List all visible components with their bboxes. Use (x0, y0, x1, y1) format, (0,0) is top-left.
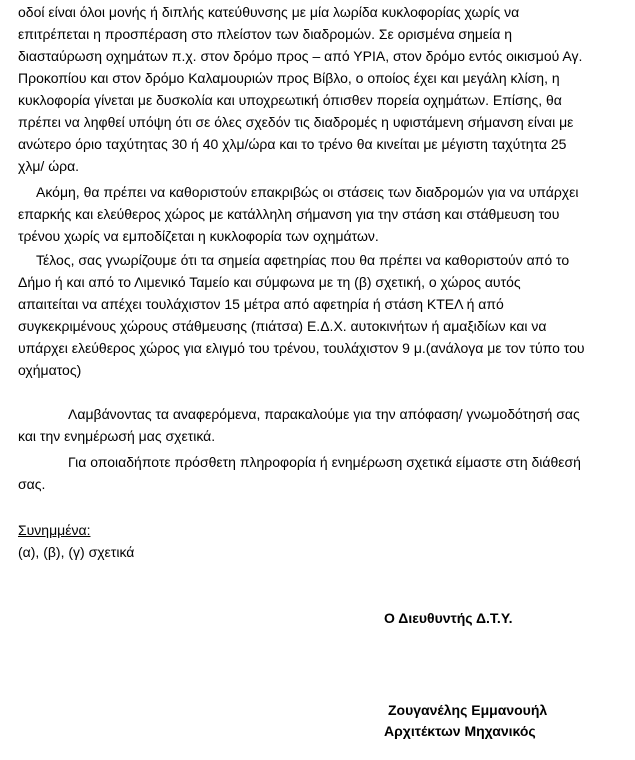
body-text-line: επιτρέπεται η προσπέραση στο πλείστον των διαδρομών. Σε ορισμένα σημεία η (18, 26, 513, 42)
body-text-line: οδοί είναι όλοι μονής ή διπλής κατεύθυνσης με μία λωρίδα κυκλοφορίας χωρίς να (18, 4, 520, 20)
body-text-line: και την ενημέρωσή μας σχετικά. (18, 428, 216, 444)
body-text-line: οχήματος) (18, 362, 82, 378)
body-text-line: χλμ/ ώρα. (18, 158, 80, 174)
body-text-line: Τέλος, σας γνωρίζουμε ότι τα σημεία αφετηρίας που θα πρέπει να καθοριστούν από το (36, 252, 570, 268)
body-text-line: τρένου χωρίς να εμποδίζεται η κυκλοφορία των οχημάτων. (18, 228, 379, 244)
body-text-line: κυκλοφορία γίνεται με δυσκολία και υποχρεωτική όπισθεν πορεία οχημάτων. Επίσης, θα (18, 92, 562, 108)
signatory-name: Ζουγανέλης Εμμανουήλ (388, 702, 548, 718)
body-text-line: διασταύρωση οχημάτων π.χ. στον δρόμο προς – από ΥΡΙΑ, στον δρόμο εντός οικισμού Αγ. (18, 48, 583, 64)
body-text-line: ανώτερο όριο ταχύτητας 30 ή 40 χλμ/ώρα και το τρένο θα κινείται με μέγιστη ταχύτητα 25 (18, 136, 567, 152)
attachments-heading: Συνημμένα: (18, 522, 91, 538)
signatory-title: Αρχιτέκτων Μηχανικός (384, 723, 536, 739)
body-text-line: υπάρχει ελεύθερος χώρος για ελιγμό του τρένου, τουλάχιστον 9 μ.(ανάλογα με τον τύπο του (18, 340, 585, 356)
body-text-line: πρέπει να ληφθεί υπόψη ότι σε όλες σχεδόν τις διαδρομές η υφιστάμενη σήμανση είναι με (18, 114, 574, 130)
body-text-line: Για οποιαδήποτε πρόσθετη πληροφορία ή ενημέρωση σχετικά είμαστε στη διάθεσή (68, 454, 581, 470)
body-text-line: Ακόμη, θα πρέπει να καθοριστούν επακριβώς οι στάσεις των διαδρομών για να υπάρχει (36, 184, 579, 200)
body-text-line: Δήμο ή και από το Λιμενικό Ταμείο και σύμφωνα με τη (β) σχετική, ο χώρος αυτός (18, 274, 521, 290)
body-text-line: σας. (18, 476, 46, 492)
signatory-role: Ο Διευθυντής Δ.Τ.Υ. (384, 610, 513, 626)
body-text-line: συγκεκριμένους χώρους στάθμευσης (πιάτσα) Ε.Δ.Χ. αυτοκινήτων ή αμαξιδίων και να (18, 318, 547, 334)
body-text-line: επαρκής και ελεύθερος χώρος με κατάλληλη σήμανση για την στάση και στάθμευση του (18, 206, 560, 222)
body-text-line: Λαμβάνοντας τα αναφερόμενα, παρακαλούμε για την απόφαση/ γνωμοδότησή σας (68, 406, 580, 422)
body-text-line: απαιτείται να απέχει τουλάχιστον 15 μέτρα από αφετηρία ή στάση ΚΤΕΛ ή από (18, 296, 504, 312)
body-text-line: Προκοπίου και στον δρόμο Καλαμουριών προς Βίβλο, ο οποίος έχει και μεγάλη κλίση, η (18, 70, 560, 86)
attachments-list: (α), (β), (γ) σχετικά (18, 544, 135, 560)
